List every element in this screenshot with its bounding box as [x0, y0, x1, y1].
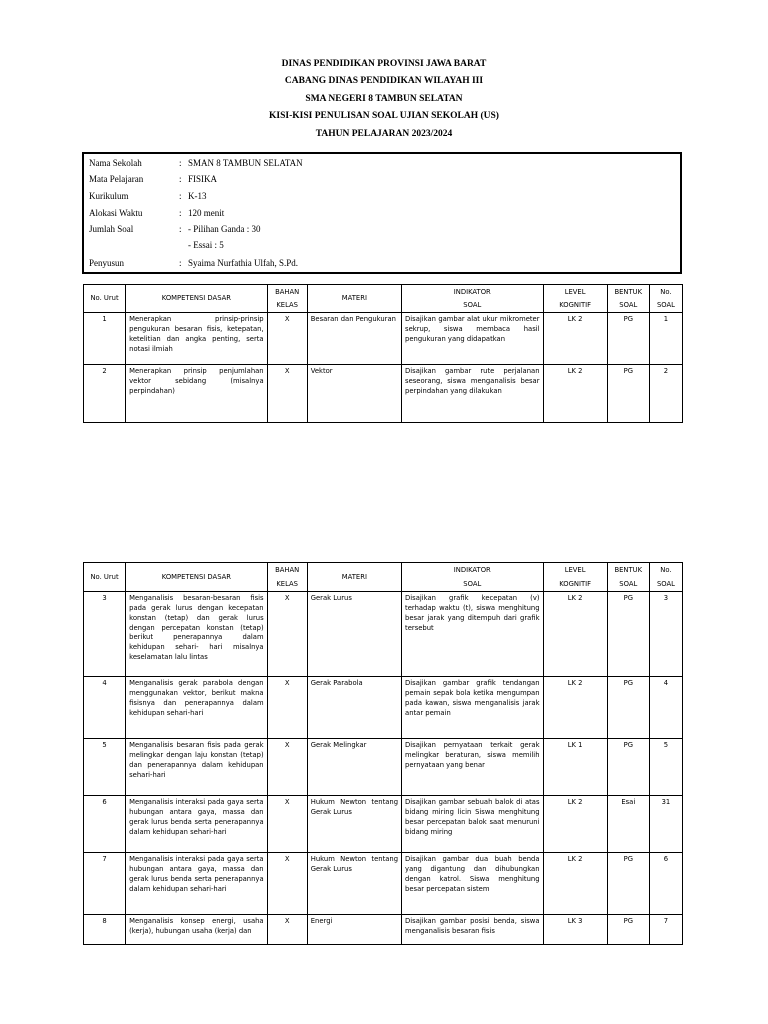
table-row	[84, 365, 683, 423]
cell-bahan-kelas: X	[267, 915, 307, 945]
identity-box	[82, 152, 682, 274]
header-text: KELAS	[276, 579, 298, 588]
cell-indikator-soal: Disajikan gambar alat ukur mikrometer sekrup, siswa membaca hasil pengukuran yang didapatkan	[402, 313, 543, 365]
table-header-row	[84, 285, 683, 313]
cell-kompetensi-dasar: Menganalisis gerak parabola dengan menggunakan vektor, berikut makna fisisnya dan penerapannya dalam kehidupan sehari-hari	[126, 677, 267, 739]
header-no-urut: No. Urut	[84, 563, 126, 592]
header-text: SOAL	[463, 301, 482, 309]
cell-bahan-kelas: X	[267, 365, 307, 423]
header-text: No.	[660, 566, 672, 575]
header-line-doc-title: KISI-KISI PENULISAN SOAL UJIAN SEKOLAH (US)	[269, 111, 499, 122]
table-row	[84, 677, 683, 739]
cell-no-soal: 6	[649, 853, 682, 915]
info-value: Syaima Nurfathia Ulfah, S.Pd.	[188, 258, 298, 268]
header-no-soal	[649, 563, 682, 592]
cell-bahan-kelas: X	[267, 853, 307, 915]
header-bahan-kelas	[267, 563, 307, 592]
cell-indikator-soal: Disajikan gambar dua buah benda yang digantung dan dihubungkan dengan katrol. Siswa menghitung besar percepatan sistem	[402, 853, 543, 915]
header-kompetensi-dasar: KOMPETENSI DASAR	[126, 285, 267, 313]
cell-materi: Gerak Lurus	[307, 592, 401, 677]
cell-level-kognitif: LK 2	[543, 313, 607, 365]
header-bahan-kelas	[267, 285, 307, 313]
header-text: KOGNITIF	[559, 579, 592, 588]
info-label: Alokasi Waktu	[89, 208, 143, 218]
cell-bentuk-soal: PG	[607, 365, 649, 423]
info-value: SMAN 8 TAMBUN SELATAN	[188, 158, 303, 168]
grid-table-2	[83, 562, 683, 945]
cell-level-kognitif: LK 2	[543, 853, 607, 915]
cell-indikator-soal: Disajikan pernyataan terkait gerak melingkar beraturan, siswa memilih pernyataan yang benar	[402, 739, 543, 796]
cell-indikator-soal: Disajikan gambar grafik tendangan pemain sepak bola ketika mengumpan pada kawan, siswa menganalisis jarak antar pemain	[402, 677, 543, 739]
info-colon: :	[179, 174, 182, 184]
cell-bentuk-soal: PG	[607, 915, 649, 945]
cell-indikator-soal: Disajikan gambar rute perjalanan seseorang, siswa menganalisis besar perpindahan yang dilakukan	[402, 365, 543, 423]
cell-materi: Besaran dan Pengukuran	[307, 313, 401, 365]
cell-kompetensi-dasar: Menganalisis besaran fisis pada gerak melingkar dengan laju konstan (tetap) dan penerapannya dalam kehidupan sehari-hari	[126, 739, 267, 796]
cell-no-soal: 1	[649, 313, 682, 365]
grid-table-1	[83, 284, 683, 423]
cell-no-soal: 31	[649, 796, 682, 853]
cell-no-soal: 4	[649, 677, 682, 739]
cell-bentuk-soal: PG	[607, 853, 649, 915]
cell-no-urut: 7	[84, 853, 126, 915]
header-line-cabang: CABANG DINAS PENDIDIKAN WILAYAH III	[284, 76, 484, 87]
cell-indikator-soal: Disajikan grafik kecepatan (v) terhadap waktu (t), siswa menghitung besar jarak yang ditempuh dari grafik tersebut	[402, 592, 543, 677]
header-text: No.	[660, 287, 672, 296]
cell-no-urut: 3	[84, 592, 126, 677]
cell-level-kognitif: LK 2	[543, 365, 607, 423]
cell-bentuk-soal: PG	[607, 592, 649, 677]
cell-bahan-kelas: X	[267, 592, 307, 677]
cell-materi: Energi	[307, 915, 401, 945]
table-row	[84, 592, 683, 677]
cell-level-kognitif: LK 1	[543, 739, 607, 796]
header-text: BAHAN	[275, 566, 300, 575]
header-text: BENTUK	[614, 287, 643, 296]
cell-bahan-kelas: X	[267, 677, 307, 739]
info-colon: :	[179, 191, 182, 201]
header-text: SOAL	[656, 579, 675, 588]
cell-no-soal: 5	[649, 739, 682, 796]
header-text: INDIKATOR	[453, 566, 491, 575]
cell-kompetensi-dasar: Menganalisis interaksi pada gaya serta hubungan antara gaya, massa dan gerak lurus benda serta penerapannya dalam kehidupan sehari-hari	[126, 853, 267, 915]
info-value: 120 menit	[188, 208, 225, 218]
cell-bahan-kelas: X	[267, 796, 307, 853]
table-row	[84, 796, 683, 853]
cell-bahan-kelas: X	[267, 739, 307, 796]
info-label: Nama Sekolah	[89, 158, 142, 168]
info-value: FISIKA	[188, 174, 218, 184]
info-label: Kurikulum	[89, 191, 129, 201]
cell-bentuk-soal: PG	[607, 677, 649, 739]
cell-bentuk-soal: PG	[607, 313, 649, 365]
info-colon: :	[179, 258, 182, 268]
info-colon: :	[179, 158, 182, 168]
table-row	[84, 739, 683, 796]
cell-bentuk-soal: Esai	[607, 796, 649, 853]
table-row	[84, 915, 683, 945]
header-no-urut: No. Urut	[84, 285, 126, 313]
cell-no-urut: 1	[84, 313, 126, 365]
header-level-kognitif	[543, 563, 607, 592]
header-bentuk-soal	[607, 563, 649, 592]
header-text: SOAL	[463, 579, 482, 588]
header-text: KOGNITIF	[559, 301, 592, 309]
cell-no-urut: 6	[84, 796, 126, 853]
header-text: SOAL	[619, 301, 638, 309]
info-colon: :	[179, 224, 182, 234]
cell-indikator-soal: Disajikan gambar sebuah balok di atas bidang miring licin Siswa menghitung besar percepatan balok saat menuruni bidang miring	[402, 796, 543, 853]
info-label: Jumlah Soal	[89, 224, 134, 234]
cell-no-urut: 4	[84, 677, 126, 739]
cell-level-kognitif: LK 2	[543, 796, 607, 853]
cell-bahan-kelas: X	[267, 313, 307, 365]
header-text: KELAS	[276, 301, 298, 309]
document-header	[0, 56, 768, 143]
header-text: INDIKATOR	[453, 287, 491, 296]
info-value: K-13	[188, 191, 207, 201]
cell-level-kognitif: LK 2	[543, 677, 607, 739]
cell-materi: Gerak Parabola	[307, 677, 401, 739]
header-text: BAHAN	[275, 287, 300, 296]
header-materi: MATERI	[307, 563, 401, 592]
cell-kompetensi-dasar: Menerapkan prinsip-prinsip pengukuran besaran fisis, ketepatan, ketelitian dan angka penting, serta notasi ilmiah	[126, 313, 267, 365]
header-no-soal	[649, 285, 682, 313]
header-line-dinas: DINAS PENDIDIKAN PROVINSI JAWA BARAT	[281, 59, 487, 69]
info-value: - Pilihan Ganda : 30	[188, 224, 261, 234]
cell-no-soal: 3	[649, 592, 682, 677]
cell-materi: Hukum Newton tentang Gerak Lurus	[307, 796, 401, 853]
header-text: LEVEL	[564, 566, 586, 575]
header-text: SOAL	[656, 301, 675, 309]
cell-level-kognitif: LK 3	[543, 915, 607, 945]
header-kompetensi-dasar: KOMPETENSI DASAR	[126, 563, 267, 592]
cell-kompetensi-dasar: Menganalisis interaksi pada gaya serta hubungan antara gaya, massa dan gerak lurus benda serta penerapannya dalam kehidupan sehari-hari	[126, 796, 267, 853]
cell-materi: Gerak Melingkar	[307, 739, 401, 796]
header-text: SOAL	[619, 579, 638, 588]
cell-kompetensi-dasar: Menganalisis konsep energi, usaha (kerja), hubungan usaha (kerja) dan	[126, 915, 267, 945]
cell-no-soal: 7	[649, 915, 682, 945]
cell-bentuk-soal: PG	[607, 739, 649, 796]
cell-no-urut: 2	[84, 365, 126, 423]
table-header-row	[84, 563, 683, 592]
cell-level-kognitif: LK 2	[543, 592, 607, 677]
info-label: Penyusun	[89, 258, 125, 268]
cell-kompetensi-dasar: Menerapkan prinsip penjumlahan vektor sebidang (misalnya perpindahan)	[126, 365, 267, 423]
cell-indikator-soal: Disajikan gambar posisi benda, siswa menganalisis besaran fisis	[402, 915, 543, 945]
header-indikator-soal	[402, 285, 543, 313]
cell-materi: Vektor	[307, 365, 401, 423]
info-label: Mata Pelajaran	[89, 174, 144, 184]
cell-no-soal: 2	[649, 365, 682, 423]
header-text: BENTUK	[614, 566, 643, 575]
cell-kompetensi-dasar: Menganalisis besaran-besaran fisis pada gerak lurus dengan kecepatan konstan (tetap) dan gerak lurus dengan percepatan konstan (tetap) berikut penerapannya dalam kehidupan sehari- hari misalnya keselamatan lalu lintas	[126, 592, 267, 677]
header-bentuk-soal	[607, 285, 649, 313]
header-indikator-soal	[402, 563, 543, 592]
cell-no-urut: 8	[84, 915, 126, 945]
header-materi: MATERI	[307, 285, 401, 313]
header-level-kognitif	[543, 285, 607, 313]
table-row	[84, 853, 683, 915]
cell-no-urut: 5	[84, 739, 126, 796]
info-colon: :	[179, 208, 182, 218]
header-text: LEVEL	[564, 287, 586, 296]
header-line-year: TAHUN PELAJARAN 2023/2024	[315, 128, 453, 139]
info-value: - Essai : 5	[188, 240, 224, 250]
table-row	[84, 313, 683, 365]
cell-materi: Hukum Newton tentang Gerak Lurus	[307, 853, 401, 915]
header-line-school: SMA NEGERI 8 TAMBUN SELATAN	[305, 93, 463, 104]
